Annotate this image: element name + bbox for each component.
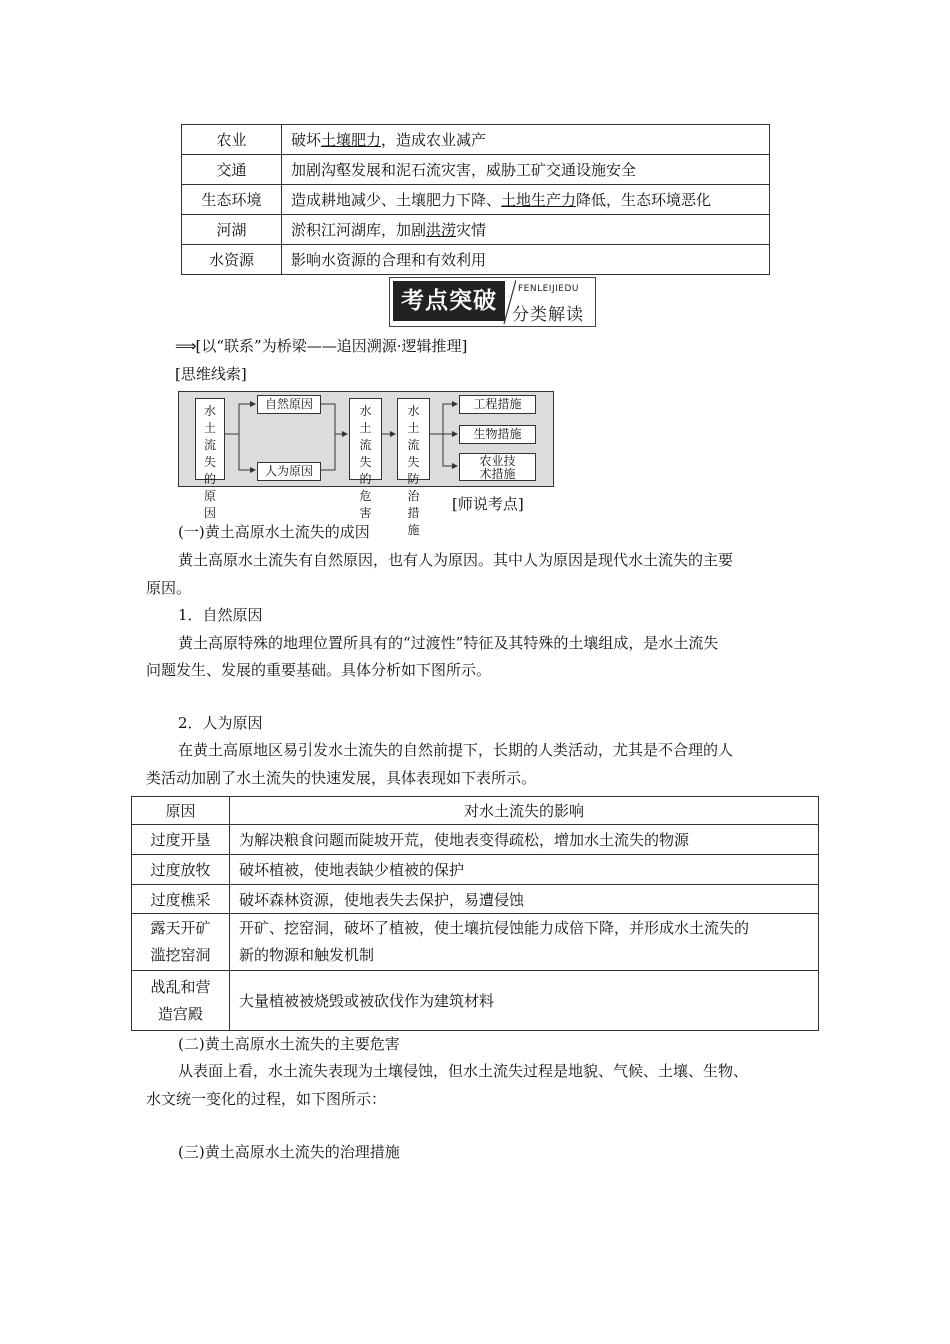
- natural-cause-box: 自然原因: [257, 395, 321, 414]
- table-row: [182, 245, 770, 275]
- row-text: 破坏土壤肥力，造成农业减产: [282, 125, 770, 155]
- teacher-label: [师说考点]: [452, 495, 524, 513]
- paragraph-line: 在黄土高原地区易引发水土流失的自然前提下，长期的人类活动，尤其是不合理的人: [178, 741, 734, 759]
- header-cell: 原因: [132, 797, 230, 825]
- paragraph-line: 原因。: [146, 579, 192, 597]
- engineering-measure-box: 工程措施: [459, 395, 536, 414]
- row-text: 影响水资源的合理和有效利用: [282, 245, 770, 275]
- biological-measure-box: 生物措施: [459, 425, 536, 444]
- table-row: [132, 914, 819, 971]
- table-row: [132, 885, 819, 914]
- header-cell: 对水土流失的影响: [230, 797, 819, 825]
- row-label: 生态环境: [182, 185, 282, 215]
- natural-heading: 1．自然原因: [178, 606, 263, 624]
- paragraph-line: 类活动加剧了水土流失的快速发展，具体表现如下表所示。: [146, 769, 537, 787]
- table-row: [132, 855, 819, 885]
- row-text: 淤积江河湖库，加剧洪涝灾情: [282, 215, 770, 245]
- effect-cell: 破坏植被，使地表缺少植被的保护: [230, 855, 819, 885]
- table-header-row: [132, 797, 819, 825]
- agri-tech-measure-box: 农业技术措施: [459, 453, 536, 481]
- cause-cell: 过度开垦: [132, 825, 230, 855]
- effect-cell: 为解决粮食问题而陡坡开荒，使地表变得疏松，增加水土流失的物源: [230, 825, 819, 855]
- row-label: 交通: [182, 155, 282, 185]
- row-label: 河湖: [182, 215, 282, 245]
- table-row: [132, 825, 819, 855]
- double-arrow-icon: ⟹: [175, 337, 196, 355]
- harm-box: 水土流失的危害: [349, 398, 382, 480]
- thinking-label: [思维线索]: [175, 365, 247, 383]
- table-row: [182, 125, 770, 155]
- row-label: 农业: [182, 125, 282, 155]
- impact-table: [181, 124, 770, 275]
- section-header: [175, 336, 467, 356]
- cause-cell: 过度樵采: [132, 885, 230, 914]
- paragraph-line: 问题发生、发展的重要基础。具体分析如下图所示。: [146, 661, 492, 679]
- row-label: 水资源: [182, 245, 282, 275]
- table-row: [182, 215, 770, 245]
- effect-cell: 大量植被被烧毁或被砍伐作为建筑材料: [230, 971, 819, 1031]
- human-heading: 2．人为原因: [178, 714, 263, 732]
- cause-cell: 战乱和营 造宫殿: [132, 971, 230, 1031]
- part2-heading: (二)黄土高原水土流失的主要危害: [178, 1035, 400, 1053]
- effect-cell: 破坏森林资源，使地表失去保护，易遭侵蚀: [230, 885, 819, 914]
- table-row: [132, 971, 819, 1031]
- cause-cell: 过度放牧: [132, 855, 230, 885]
- human-cause-table: [131, 796, 819, 1031]
- cause-cell: 露天开矿 滥挖窑洞: [132, 914, 230, 971]
- part3-heading: (三)黄土高原水土流失的治理措施: [178, 1143, 400, 1161]
- row-text: 加剧沟壑发展和泥石流灾害，威胁工矿交通设施安全: [282, 155, 770, 185]
- table-row: [182, 185, 770, 215]
- section-header-text: [以“联系”为桥梁——追因溯源·逻辑推理]: [195, 337, 468, 355]
- paragraph-line: 水文统一变化的过程，如下图所示：: [146, 1090, 387, 1108]
- paragraph-line: 黄土高原水土流失有自然原因，也有人为原因。其中人为原因是现代水土流失的主要: [178, 551, 734, 569]
- paragraph-line: 黄土高原特殊的地理位置所具有的“过渡性”特征及其特殊的土壤组成，是水土流失: [178, 634, 719, 652]
- part1-heading: (一)黄土高原水土流失的成因: [178, 523, 370, 541]
- cause-box: 水土流失的原因: [195, 398, 225, 480]
- prevent-box: 水土流失防治措施: [397, 398, 430, 480]
- row-text: 造成耕地减少、土壤肥力下降、土地生产力降低，生态环境恶化: [282, 185, 770, 215]
- effect-cell: 开矿、挖窑洞，破坏了植被，使土壤抗侵蚀能力成倍下降，并形成水土流失的 新的物源和触发机制: [230, 914, 819, 971]
- banner-sub-text: 分类解读: [512, 305, 584, 325]
- paragraph-line: 从表面上看，水土流失表现为土壤侵蚀，但水土流失过程是地貌、气候、土壤、生物、: [178, 1062, 749, 1080]
- human-cause-box: 人为原因: [257, 462, 321, 481]
- banner-main-text: 考点突破: [393, 281, 505, 321]
- banner-english-text: FENLEIJIEDU: [518, 284, 579, 294]
- section-banner: [389, 277, 596, 327]
- table-row: [182, 155, 770, 185]
